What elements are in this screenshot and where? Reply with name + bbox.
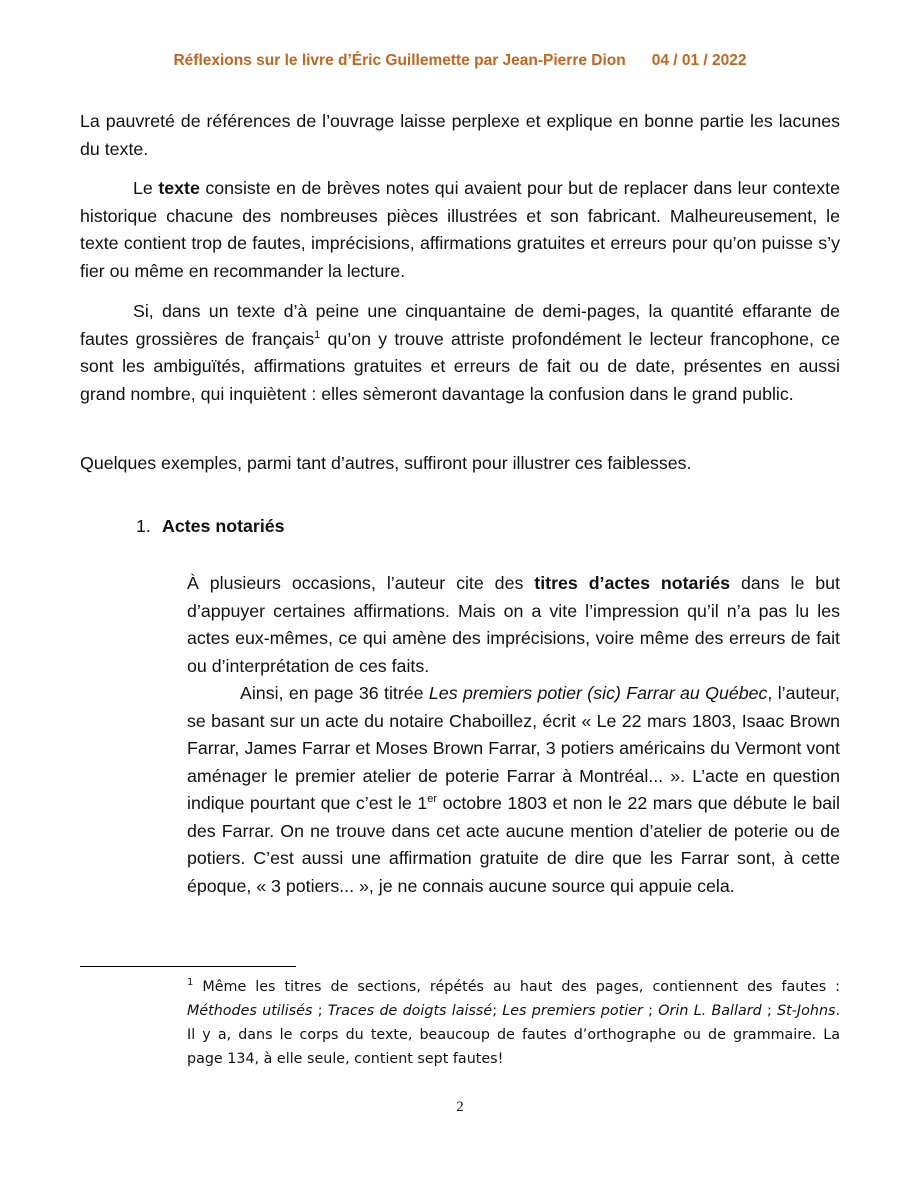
section-body: [187, 570, 840, 900]
footnote-ref[interactable]: 1: [314, 328, 321, 341]
s1-bold: titres d’actes notariés: [534, 573, 731, 593]
p2-bold-word: texte: [158, 178, 200, 198]
paragraph-4: [80, 450, 840, 478]
footnote-italic-2: Traces de doigts laissé: [327, 1003, 493, 1019]
p3-rest: qu’on y trouve attriste profondément le lecteur francophone, ce sont les ambiguïtés, affirmations gratuites et erreurs de fait ou de date, présentes en aussi grand nombre, qui inquiètent : elles sèmeront davantage la confusion dans le grand public.: [80, 328, 840, 404]
p2-start: Le: [133, 178, 159, 198]
paragraph-4-text: Quelques exemples, parmi tant d’autres, suffiront pour illustrer ces faiblesses.: [80, 453, 692, 473]
s2-superscript: er: [427, 793, 438, 805]
footnote-text-end: . Il y a, dans le corps du texte, beaucoup de fautes d’orthographe ou de grammaire. La page 134, à elle seule, contient sept fautes!: [187, 1003, 841, 1067]
page-number: 2: [456, 1099, 464, 1115]
footnote-sep-3: ;: [642, 1003, 659, 1019]
footnote: [187, 975, 840, 1071]
s2-rest: octobre 1803 et non le 22 mars que débute le bail des Farrar. On ne trouve dans cet acte aucune mention d’atelier de poterie ou de potiers. C’est aussi une affirmation gratuite de dire que les Farrar sont, à cette époque, « 3 potiers... », je ne connais aucune source qui appuie cela.: [187, 793, 841, 896]
paragraph-2: [80, 175, 840, 285]
s2-start: Ainsi, en page 36 titrée: [240, 683, 429, 703]
paragraph-3: [80, 298, 840, 408]
s2-mid: , l’auteur, se basant sur un acte du notaire Chaboillez, écrit « Le 22 mars 1803, Isaac Brown Farrar, James Farrar et Moses Brown Farrar, 3 potiers américains du Vermont vont aménager le premier atelier de poterie Farrar à Montréal... ». L’acte en question indique pourtant que c’est le 1: [187, 683, 840, 813]
footnote-italic-4: Orin L. Ballard: [658, 1003, 762, 1019]
section-title: Actes notariés: [162, 516, 285, 536]
section-number: 1.: [136, 516, 151, 536]
footnote-marker: 1: [187, 977, 194, 988]
section-heading: [136, 516, 285, 537]
footnote-sep-1: ;: [312, 1003, 328, 1019]
footnote-sep-4: ;: [761, 1003, 778, 1019]
page-header: [0, 52, 920, 70]
footnote-italic-3: Les premiers potier: [502, 1003, 643, 1019]
s2-italic-title: Les premiers potier (sic) Farrar au Québec: [428, 683, 768, 703]
paragraph-1-text: La pauvreté de références de l’ouvrage laisse perplexe et explique en bonne partie les lacunes du texte.: [80, 111, 840, 159]
header-title: Réflexions sur le livre d’Éric Guillemette par Jean-Pierre Dion: [173, 52, 626, 69]
footnote-separator: [80, 966, 296, 967]
section-paragraph-2: [187, 680, 840, 900]
p3-start: Si, dans un texte d’à peine une cinquantaine de demi-pages, la quantité effarante de fautes grossières de français: [80, 301, 840, 349]
paragraph-1: [80, 108, 840, 163]
s1-start: À plusieurs occasions, l’auteur cite des: [187, 573, 535, 593]
footnote-italic-1: Méthodes utilisés: [187, 1003, 313, 1019]
footnote-italic-5: St-Johns: [777, 1003, 836, 1019]
s1-rest: dans le but d’appuyer certaines affirmations. Mais on a vite l’impression qu’il n’a pas lu les actes eux-mêmes, ce qui amène des imprécisions, voire même des erreurs de fait ou d’interprétation de ces faits.: [187, 573, 840, 676]
section-paragraph-1: [187, 570, 840, 680]
p2-rest: consiste en de brèves notes qui avaient pour but de replacer dans leur contexte historique chacune des nombreuses pièces illustrées et son fabricant. Malheureusement, le texte contient trop de fautes, imprécisions, affirmations gratuites et erreurs pour qu’on puisse s’y fier ou même en recommander la lecture.: [80, 178, 840, 281]
footnote-sep-2: ;: [492, 1003, 503, 1019]
header-date: 04 / 01 / 2022: [651, 52, 747, 69]
footnote-text-start: Même les titres de sections, répétés au haut des pages, contiennent des fautes :: [193, 979, 840, 995]
